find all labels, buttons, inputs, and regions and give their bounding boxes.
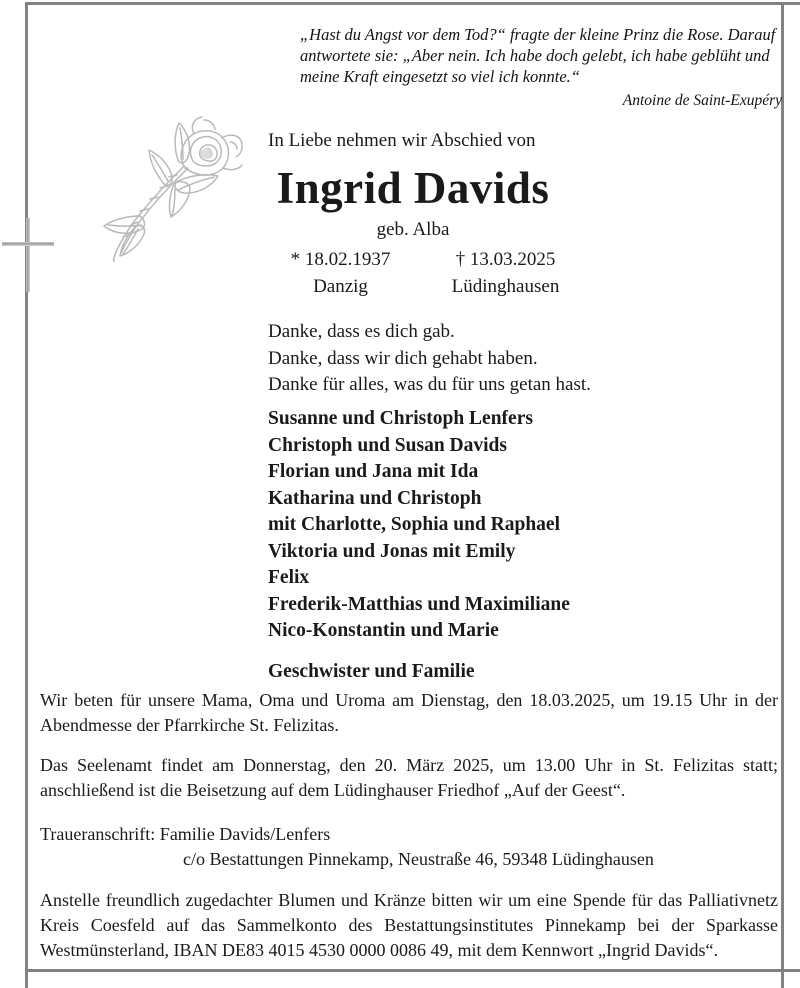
- family-member-line: mit Charlotte, Sophia und Raphael: [268, 514, 561, 535]
- lead-in-text: In Liebe nehmen wir Abschied von: [268, 130, 536, 151]
- life-dates: [258, 246, 588, 300]
- family-member-line: Viktoria und Jonas mit Emily: [268, 540, 516, 562]
- death-place: Lüdinghausen: [451, 276, 560, 297]
- cross-vertical-bar: [26, 218, 30, 292]
- birth-date: * 18.02.1937: [290, 249, 391, 270]
- quotation-attribution: Antoine de Saint-Exupéry: [622, 92, 782, 109]
- mourning-address: [40, 822, 778, 872]
- thanks-line: Danke, dass wir dich gehabt haben.: [268, 347, 538, 369]
- border-left: [25, 2, 28, 988]
- rose-illustration: [78, 76, 250, 262]
- quotation: [300, 24, 782, 111]
- birth-info: [258, 246, 423, 300]
- family-member-line: Christoph und Susan Davids: [268, 434, 507, 456]
- birth-place: Danzig: [313, 276, 368, 297]
- family-closing-line: Geschwister und Familie: [268, 660, 475, 682]
- thanks-line: Danke für alles, was du für uns getan hast.: [268, 374, 591, 395]
- cross-horizontal-bar: [2, 242, 54, 246]
- deceased-name: Ingrid Davids: [276, 163, 550, 213]
- death-info: [423, 246, 588, 300]
- donation-paragraph: Anstelle freundlich zugedachter Blumen und Kränze bitten wir um eine Spende für das Palliativnetz Kreis Coesfeld auf das Sammelkonto des Bestattungsinstitutes Pinnekamp bei der Sparkasse Westmünsterland, IBAN DE83 4015 4530 0000 0086 49, mit dem Kennwort „Ingrid Davids“.: [40, 890, 778, 960]
- family-member-line: Felix: [268, 567, 310, 588]
- family-member-line: Katharina und Christoph: [268, 487, 482, 509]
- border-top: [25, 2, 800, 5]
- maiden-name: geb. Alba: [376, 219, 450, 240]
- family-member-line: Nico-Konstantin und Marie: [268, 620, 499, 641]
- family-list: [268, 406, 570, 685]
- family-member-line: Susanne und Christoph Lenfers: [268, 408, 533, 429]
- prayer-paragraph: Wir beten für unsere Mama, Oma und Uroma am Dienstag, den 18.03.2025, um 19.15 Uhr in der Abendmesse der Pfarrkirche St. Felizitas.: [40, 690, 778, 735]
- cross-icon: [2, 218, 54, 292]
- family-member-line: Florian und Jana mit Ida: [268, 461, 479, 482]
- border-bottom: [25, 969, 800, 972]
- soul-mass-paragraph: Das Seelenamt findet am Donnerstag, den 20. März 2025, um 13.00 Uhr in St. Felizitas statt; anschließend ist die Beisetzung auf dem Lüdinghauser Friedhof „Auf der Geest“.: [40, 755, 778, 800]
- death-date: † 13.03.2025: [455, 249, 556, 270]
- quotation-text: „Hast du Angst vor dem Tod?“ fragte der kleine Prinz die Rose. Darauf antwortete sie: „Aber nein. Ich habe doch gelebt, ich habe geblüht und meine Kraft eingesetzt so viel ich konnte.“: [300, 25, 776, 86]
- family-member-line: Frederik-Matthias und Maximiliane: [268, 593, 570, 615]
- border-right: [781, 2, 784, 988]
- thanks-text: [268, 319, 591, 399]
- mourning-address-line2: c/o Bestattungen Pinnekamp, Neustraße 46, 59348 Lüdinghausen: [183, 849, 654, 869]
- thanks-line: Danke, dass es dich gab.: [268, 321, 455, 342]
- mourning-address-label: Traueranschrift: Familie Davids/Lenfers: [40, 824, 331, 844]
